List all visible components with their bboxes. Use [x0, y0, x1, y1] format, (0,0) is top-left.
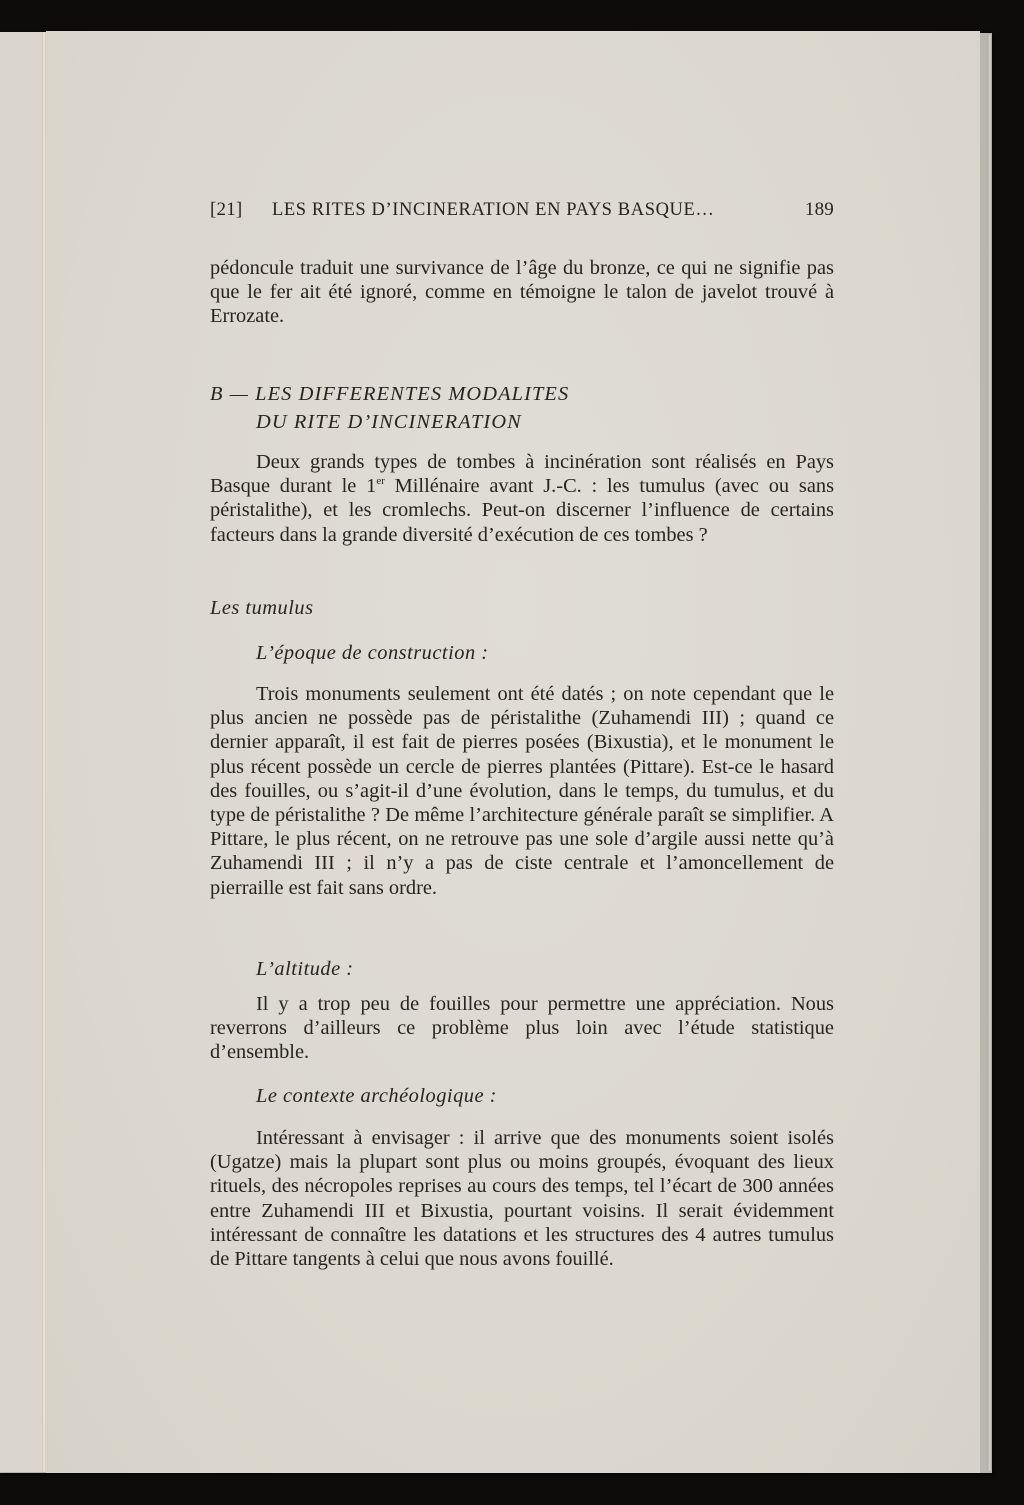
epoque-paragraph-text: Trois monuments seulement ont été datés ; on note cependant que le plus ancien ne possède pas de péristalithe (Zuhamendi III) ; quand ce dernier apparaît, il est fait de pierres posées (Bixustia), et le monument le plus récent possède un cercle de pierres plantées (Pittare). Est-ce le hasard des fouilles, ou s’agit-il d’une évolution, dans le temps, du tumulus, et du type de péristalithe ? De même l’architecture générale paraît se simplifier. A Pittare, le plus récent, on ne retrouve pas une sole d’argile aussi nette qu’à Zuhamendi III ; il n’y a pas de ciste centrale et l’amoncellement de pierraille est fait sans ordre.	[210, 683, 834, 899]
facing-page-margin	[0, 32, 43, 1472]
section-number: [21]	[210, 199, 243, 220]
ordinal-superscript: er	[376, 475, 385, 488]
altitude-paragraph	[210, 992, 834, 1065]
contexte-paragraph-text: Intéressant à envisager : il arrive que des monuments soient isolés (Ugatze) mais la plupart sont plus ou moins groupés, évoquant des lieux rituels, des nécropoles reprises au cours des temps, tel l’écart de 300 années entre Zuhamendi III et Bixustia, pourtant voisins. Il serait évidemment intéressant de connaître les datations et les structures des 4 autres tumulus de Pittare tangents à celui que nous avons fouillé.	[210, 1127, 834, 1271]
running-title: LES RITES D’INCINERATION EN PAYS BASQUE…	[272, 200, 715, 220]
intro-paragraph	[210, 256, 834, 329]
section-b-heading-line2: DU RITE D’INCINERATION	[256, 411, 522, 433]
page-edge-strip	[987, 35, 992, 1471]
contexte-paragraph	[210, 1126, 834, 1271]
section-b-paragraph	[210, 450, 834, 547]
altitude-subheading: L’altitude :	[256, 958, 354, 980]
section-b-paragraph-part2: Millénaire avant J.-C. : les tumulus (avec ou sans péristalithe), et les cromlechs. Peut-on discerner l’influence de certains facteurs dans la grande diversité d’exécution de ces tombes ?	[210, 475, 835, 546]
section-b-heading-line1: B — LES DIFFERENTES MODALITES	[210, 383, 570, 405]
running-head	[210, 199, 834, 227]
page-number: 189	[804, 199, 834, 220]
epoque-paragraph	[210, 682, 834, 900]
tumulus-heading: Les tumulus	[210, 597, 314, 619]
section-b-heading	[210, 380, 569, 436]
altitude-paragraph-text: Il y a trop peu de fouilles pour permettre une appréciation. Nous reverrons d’ailleurs ce problème plus loin avec l’étude statistique d’ensemble.	[210, 993, 834, 1064]
section-b-paragraph-part1: Deux grands types de tombes à incinération sont réalisés en Pays Basque durant le 1	[210, 451, 834, 498]
contexte-subheading: Le contexte archéologique :	[256, 1085, 497, 1107]
epoque-subheading: L’époque de construction :	[256, 642, 489, 664]
intro-paragraph-text: pédoncule traduit une survivance de l’âge du bronze, ce qui ne signifie pas que le fer ait été ignoré, comme en témoigne le talon de javelot trouvé à Errozate.	[210, 257, 834, 328]
